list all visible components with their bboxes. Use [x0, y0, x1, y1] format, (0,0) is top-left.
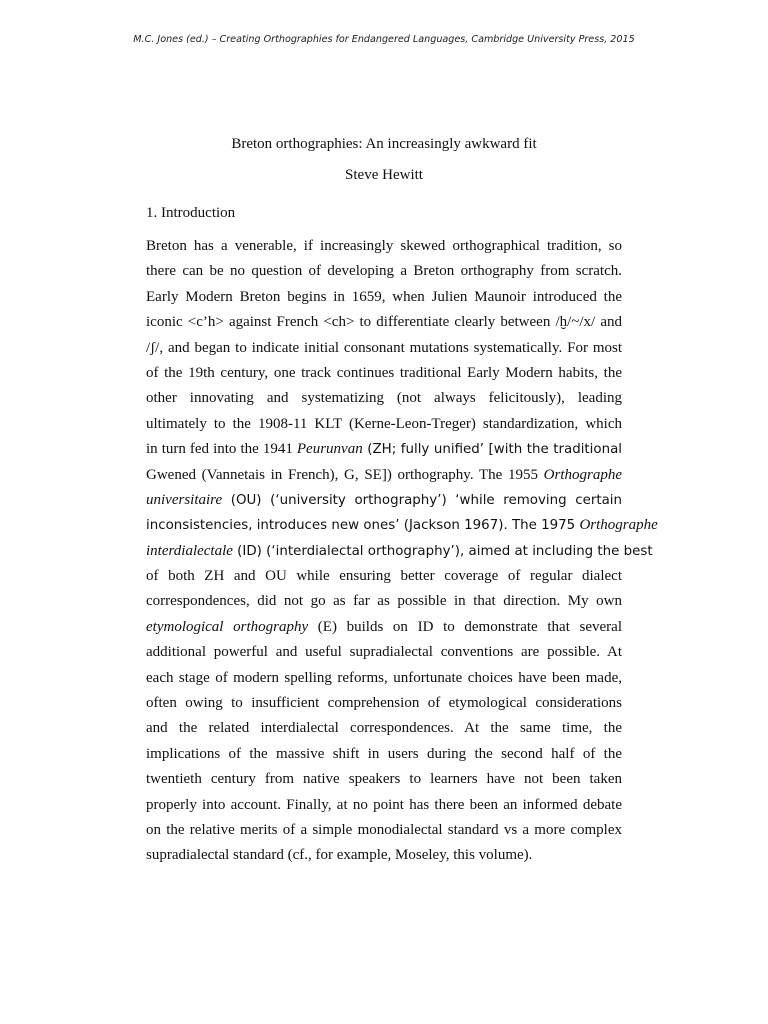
text-run: on the relative merits of a simple monodialectal standard vs a more complex — [146, 821, 622, 838]
text-line — [146, 843, 622, 868]
text-run: of both ZH and OU while ensuring better coverage of regular dialect — [146, 568, 622, 585]
text-run: supradialectal standard (cf., for example, Moseley, this volume). — [146, 847, 533, 864]
text-run: /ʃ/, and began to indicate initial consonant mutations systematically. For most — [146, 339, 622, 356]
text-line — [146, 310, 622, 335]
text-line — [146, 259, 622, 284]
text-line — [146, 463, 622, 488]
text-run: (ID) (‘interdialectal orthography’), aimed at including the best — [232, 543, 653, 559]
text-run: and the related interdialectal correspondences. At the same time, the — [146, 720, 622, 737]
text-run: inconsistencies, introduces new ones’ (Jackson 1967). The 1975 — [146, 518, 580, 534]
text-run: ultimately to the 1908-11 KLT (Kerne-Leon-Treger) standardization, which — [146, 415, 622, 432]
text-line — [146, 742, 622, 767]
text-run: Gwened (Vannetais in French), G, SE]) orthography. The 1955 — [146, 466, 544, 483]
text-run: Breton has a venerable, if increasingly skewed orthographical tradition, so — [146, 238, 622, 254]
text-line — [146, 589, 622, 614]
italic-term: interdialectale — [146, 542, 233, 559]
text-line — [146, 691, 622, 716]
body-paragraph — [146, 234, 658, 869]
text-line — [146, 361, 622, 386]
italic-term: etymological orthography — [146, 618, 309, 635]
italic-term: universitaire — [146, 491, 223, 508]
text-line — [146, 437, 622, 462]
paper-title: Breton orthographies: An increasingly awkward fit — [231, 136, 537, 152]
text-run: in turn fed into the 1941 — [146, 441, 297, 458]
text-run: properly into account. Finally, at no point has there been an informed debate — [146, 796, 622, 813]
text-line — [146, 615, 622, 640]
italic-term: Orthographe — [579, 517, 658, 534]
text-line — [146, 488, 622, 513]
text-line — [146, 513, 658, 538]
text-line — [146, 234, 622, 259]
text-line — [146, 412, 622, 437]
text-line — [146, 818, 622, 843]
text-line — [146, 386, 622, 411]
text-run: each stage of modern spelling reforms, unfortunate choices have been made, — [146, 669, 622, 686]
text-line — [146, 767, 622, 792]
text-line — [146, 640, 622, 665]
text-run: (E) builds on ID to demonstrate that several — [308, 618, 622, 635]
text-run: (OU) (‘university orthography’) ‘while removing certain — [222, 492, 622, 508]
text-run: (ZH; fully unified’ [with the traditional — [362, 442, 622, 458]
text-line — [146, 539, 653, 564]
italic-term: Orthographe — [543, 466, 622, 483]
text-line — [146, 285, 622, 310]
text-run: other innovating and systematizing (not always felicitously), leading — [146, 390, 622, 407]
text-line — [146, 336, 622, 361]
text-run: often owing to insufficient comprehension of etymological considerations — [146, 695, 622, 712]
text-run: iconic <c’h> against French <ch> to differentiate clearly between /ḫ/~/x/ and — [146, 314, 622, 331]
text-line — [146, 793, 622, 818]
text-run: of the 19th century, one track continues traditional Early Modern habits, the — [146, 364, 622, 381]
text-line — [146, 716, 622, 741]
text-run: Early Modern Breton begins in 1659, when Julien Maunoir introduced the — [146, 288, 622, 305]
author-name: Steve Hewitt — [345, 167, 423, 183]
italic-term: Peurunvan — [296, 441, 363, 458]
text-run: additional powerful and useful supradialectal conventions are possible. At — [146, 644, 622, 661]
text-run: implications of the massive shift in users during the second half of the — [146, 745, 622, 762]
section-heading: 1. Introduction — [146, 205, 236, 221]
text-run: twentieth century from native speakers to learners have not been taken — [146, 771, 622, 788]
running-header: M.C. Jones (ed.) – Creating Orthographies for Endangered Languages, Cambridge University Press, 2015 — [133, 34, 635, 45]
text-line — [146, 666, 622, 691]
text-run: correspondences, did not go as far as possible in that direction. My own — [146, 593, 622, 610]
text-run: there can be no question of developing a Breton orthography from scratch. — [146, 263, 622, 280]
text-line — [146, 564, 622, 589]
